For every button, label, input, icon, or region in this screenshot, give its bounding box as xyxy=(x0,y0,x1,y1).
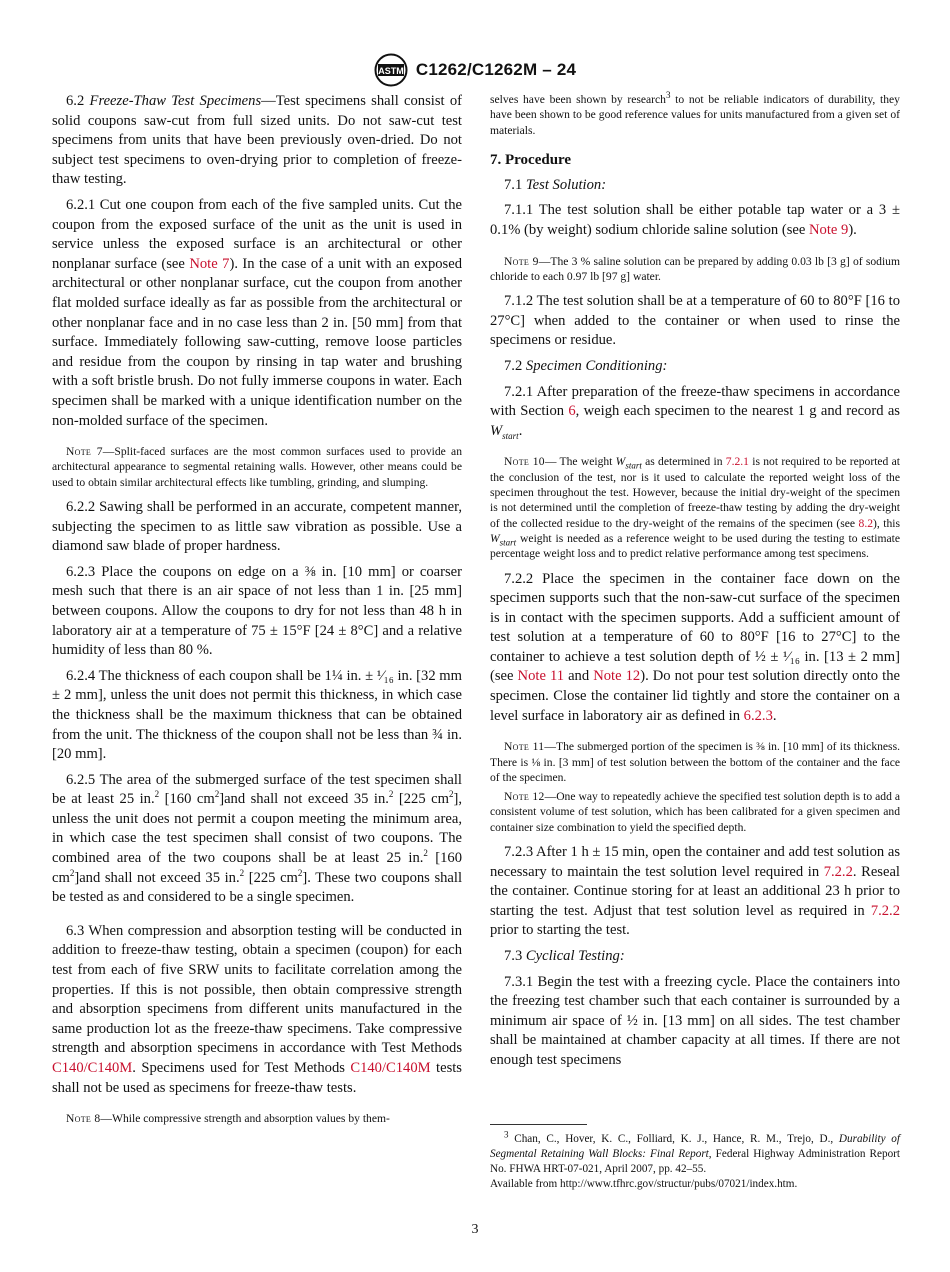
para-6-2-2: 6.2.2 Sawing shall be performed in an accurate, competent manner, subjecting the specimen to as little saw vibration as possible. Use a diamond saw blade of proper hardness. xyxy=(52,498,462,555)
note-12: Note 12—One way to repeatedly achieve the specified test solution depth is to add a consistent volume of test solution, which has been calibrated for a given specimen and container size combination to yield the specified depth. xyxy=(490,790,901,834)
para-7-3: 7.3 Cyclical Testing: xyxy=(504,948,625,964)
para-7-1: 7.1 Test Solution: xyxy=(504,176,607,193)
astm-logo-text: ASTM xyxy=(378,66,404,76)
link-8-2[interactable]: 8.2 xyxy=(858,516,874,530)
link-7-2-1[interactable]: 7.2.1 xyxy=(725,455,749,469)
link-note-7[interactable]: Note 7 xyxy=(189,255,230,272)
link-c140-2[interactable]: C140/C140M xyxy=(350,1060,431,1077)
para-7-2-2: 7.2.2 Place the specimen in the container face down on the specimen supports such that the non-saw-cut surface of the specimen is in contact with the specimen supports. Add a sufficient amount of test solution at a temperature of 60 to 80°F [16 to 27°C] to the container to achieve a test solution depth of ½ ± ¹⁄₁₆ in. [13 ± 2 mm] (see Note 11 and Note 12). Do not pour test solution directly onto the specimen. Close the container lid tightly and store the container on a level surface in laboratory air as defined in 6.2.3. xyxy=(490,570,900,724)
note-11: Note 11—The submerged portion of the specimen is ⅜ in. [10 mm] of its thickness. There is ⅛ in. [3 mm] of test solution between the bottom of the container and the face of the specimen. xyxy=(490,740,900,784)
left-column xyxy=(52,92,462,1135)
standard-designation: C1262/C1262M – 24 xyxy=(415,60,577,79)
para-7-2-3: 7.2.3 After 1 h ± 15 min, open the container and add test solution as necessary to maintain the test solution level required in 7.2.2. Reseal the container. Continue storing for at least an additional 23 h prior to starting the test. Adjust that test solution level as required in 7.2.2 prior to starting the test. xyxy=(490,844,900,939)
page-header xyxy=(0,52,950,88)
link-6-2-3[interactable]: 6.2.3 xyxy=(743,707,773,724)
note-8-continued: selves have been shown by research$^3$ to not be reliable indicators of durability, they have been shown to be good reference values for units manufactured from a given set of materials. xyxy=(490,90,900,137)
para-6-2-1: 6.2.1 Cut one coupon from each of the five sampled units. Cut the coupon from the exposed surface of the unit as the unit is used in service unless the exposed surface is an architectural or other nonplanar surface (see Note 7). In the case of a unit with an exposed architectural or other nonplanar surface, cut the coupon from another flat molded surface ideally as far as possible from the architectural or other nonplanar face and in no case less than 2 in. [50 mm] from that surface. Immediately following saw-cutting, remove loose particles and residue from the coupon by rinsing in tap water and brushing with a soft bristle brush. Do not fully immerse coupons in water. Each specimen shall be marked with a unique identification number on the non-molded surface of the specimen. xyxy=(52,196,462,429)
para-7-1-2: 7.1.2 The test solution shall be at a temperature of 60 to 80°F [16 to 27°C] when added to the container or when used to rinse the specimens or residue. xyxy=(490,293,900,349)
para-7-3-1: 7.3.1 Begin the test with a freezing cycle. Place the containers into the freezing test chamber such that each container is surrounded by a minimum air space of ½ in. [13 mm] on all sides. The test chamber shall be maintained at chamber capacity at all times. If there are not enough test specimens xyxy=(490,973,900,1068)
link-note-9[interactable]: Note 9 xyxy=(808,222,849,239)
note-10: Note 10— The weight $W_{start}$ as determined in 7.2.1 is not required to be reported at the conclusion of the test, nor is it used to calculate the reported weight loss of the specimen throughout the test. However, because the initial dry-weight of the specimen is not determined until the completion of freeze-thaw testing by adding the dry-weight of the collected residue to the dry-weight of the remains of the specimen (see 8.2), this $W_{start}$ weight is needed as a reference weight to be used during the testing to estimate percentage weight loss and to predict relative performance among test specimens. xyxy=(490,455,900,561)
page-number: 3 xyxy=(471,1222,479,1237)
para-7-2: 7.2 Specimen Conditioning: xyxy=(504,358,668,375)
note-8: Note 8—While compressive strength and absorption values by them- xyxy=(66,1112,390,1126)
para-6-2-3: 6.2.3 Place the coupons on edge on a ⅜ in. [10 mm] or coarser mesh such that there is an air space of not less than 1 in. [25 mm] between coupons. Allow the coupons to dry for not less than 48 h in laboratory air at a temperature of 75 ± 15°F [24 ± 8°C] and a relative humidity of less than 80 %. xyxy=(52,563,462,659)
footnote-available-url: Available from http://www.tfhrc.gov/structur/pubs/07021/index.htm. xyxy=(490,1178,798,1190)
link-section-6[interactable]: 6 xyxy=(568,403,576,420)
astm-logo-icon xyxy=(374,53,408,87)
para-7-1-1: 7.1.1 The test solution shall be either potable tap water or a 3 ± 0.1% (by weight) sodium chloride saline solution (see Note 9). xyxy=(490,202,900,239)
section-7-heading: 7. Procedure xyxy=(490,151,572,168)
link-c140[interactable]: C140/C140M xyxy=(52,1060,133,1077)
para-6-2: 6.2 Freeze-Thaw Test Specimens—Test specimens shall consist of solid coupons saw-cut from full sized units. Do not saw-cut test specimens from units that have been previously oven-dried. Do not subject test specimens to oven-drying prior to completion of freeze-thaw testing. xyxy=(52,93,462,188)
note-9: Note 9—The 3 % saline solution can be prepared by adding 0.03 lb [3 g] of sodium chloride to each 0.97 lb [97 g] water. xyxy=(490,254,900,283)
note-7: Note 7—Split-faced surfaces are the most common surfaces used to provide an architectural appearance to segmental retaining walls. However, other means could be used to obtain similar architectural effects like tumbling, grinding, and slumping. xyxy=(52,445,462,489)
footnote-divider xyxy=(490,1124,587,1125)
para-6-3: 6.3 When compression and absorption testing will be conducted in addition to freeze-thaw testing, obtain a specimen (coupon) for each test from each of five SRW units to facilitate correlation among the properties. If this is not possible, then obtain compressive strength and absorption specimens from different units manufactured in the same production lot as the freeze-thaw specimens. Take compressive strength and absorption specimens in accordance with Test Methods C140/C140M. Specimens used for Test Methods C140/C140M tests shall not be used as specimens for freeze-thaw tests. xyxy=(52,922,462,1096)
link-7-2-2-b[interactable]: 7.2.2 xyxy=(870,902,900,919)
link-7-2-2[interactable]: 7.2.2 xyxy=(823,863,853,880)
para-7-2-1: 7.2.1 After preparation of the freeze-thaw specimens in accordance with Section 6, weigh each specimen to the nearest 1 g and record as $W_{start}$. xyxy=(490,383,900,441)
para-6-2-4: 6.2.4 The thickness of each coupon shall be 1¼ in. ± ¹⁄₁₆ in. [32 mm ± 2 mm], unless the unit does not permit this thickness, in which case the thickness shall be the maximum thickness that can be obtained from the unit. The thickness of the coupon shall not be less than ¾ in. [20 mm]. xyxy=(52,667,462,763)
link-note-12[interactable]: Note 12 xyxy=(593,668,641,685)
link-note-11[interactable]: Note 11 xyxy=(517,668,565,685)
footnote-3: $^3$ Chan, C., Hover, K. C., Folliard, K. J., Hance, R. M., Trejo, D., Durability of Segmental Retaining Wall Blocks: Final Report, Federal Highway Administration Report No. FHWA HRT-07-021, April 2007, pp. 42–55. Available from http://www.tfhrc.gov/structur/pubs/07021/index.htm. xyxy=(490,1129,901,1190)
para-6-2-5: 6.2.5 The area of the submerged surface of the test specimen shall be at least 25 in.$^2$ [160 $cm^2]and$ shall not exceed 35 in.$^2$ [225 $cm^2$], unless the unit does not permit a coupon meeting the minimum area, in which case the test specimen shall consist of two coupons. The combined area of the two coupons shall be at least 25 in.$^2$ [160 $cm^2]and$ shall not exceed 35 in.$^2$ [225 $cm^2$]. These two coupons shall be tested as and considered to be a single specimen. xyxy=(52,771,463,906)
right-column xyxy=(490,92,900,1077)
